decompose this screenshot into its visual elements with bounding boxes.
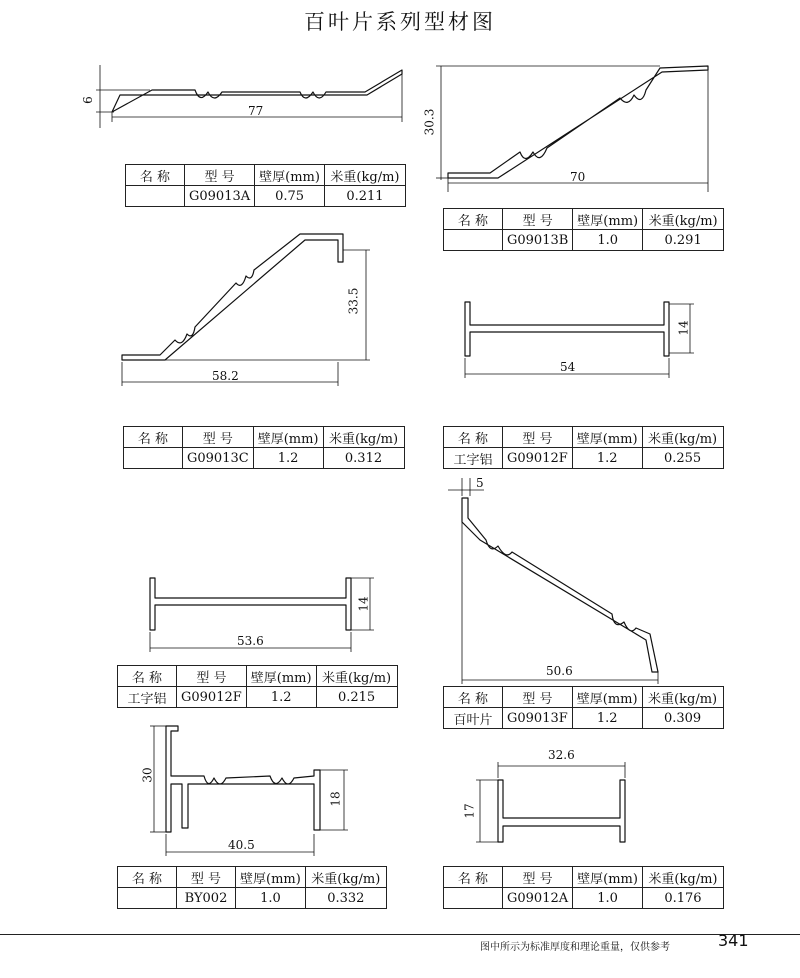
table-row xyxy=(118,888,387,909)
cell-model: G09012F xyxy=(177,687,247,708)
cell-name xyxy=(124,448,183,469)
cell-weight: 0.211 xyxy=(324,186,405,207)
table-row xyxy=(444,448,724,469)
cell-thickness: 1.2 xyxy=(572,448,642,469)
table-row xyxy=(126,186,406,207)
cell-model: G09013F xyxy=(503,708,573,729)
cell-weight: 0.215 xyxy=(316,687,397,708)
cell-weight: 0.291 xyxy=(643,230,724,251)
header-weight: 米重(kg/m) xyxy=(323,427,404,448)
cell-name: 工字铝 xyxy=(118,687,177,708)
dim-label: 50.6 xyxy=(546,664,573,678)
dim-label: 18 xyxy=(328,791,343,807)
table-row xyxy=(444,708,724,729)
page-number: 341 xyxy=(718,931,749,950)
spec-table-g09012a xyxy=(443,866,724,909)
header-model: 型 号 xyxy=(503,867,573,888)
header-thickness: 壁厚(mm) xyxy=(236,867,306,888)
profile-g-drawing xyxy=(150,726,348,856)
header-model: 型 号 xyxy=(177,867,236,888)
profile-f-drawing xyxy=(448,478,658,684)
footer-note: 图中所示为标准厚度和理论重量，仅供参考 xyxy=(480,942,670,953)
cell-name xyxy=(444,888,503,909)
cell-name xyxy=(118,888,177,909)
dim-label: 6 xyxy=(80,96,95,104)
header-name: 名 称 xyxy=(118,666,177,687)
footer-divider xyxy=(0,934,800,935)
cell-model: G09012F xyxy=(503,448,573,469)
dim-label: 32.6 xyxy=(548,748,575,762)
dim-label: 58.2 xyxy=(212,369,239,383)
header-model: 型 号 xyxy=(503,687,573,708)
dim-label: 53.6 xyxy=(237,634,264,648)
header-model: 型 号 xyxy=(177,666,247,687)
table-row xyxy=(124,448,405,469)
dim-label: 54 xyxy=(560,360,576,374)
spec-table-g09012f-2 xyxy=(117,665,398,708)
header-name: 名 称 xyxy=(444,687,503,708)
cell-name: 工字铝 xyxy=(444,448,503,469)
header-weight: 米重(kg/m) xyxy=(642,687,723,708)
cell-weight: 0.309 xyxy=(642,708,723,729)
cell-thickness: 1.0 xyxy=(573,888,643,909)
profile-h-drawing xyxy=(476,762,625,842)
cell-thickness: 0.75 xyxy=(255,186,325,207)
cell-thickness: 1.0 xyxy=(573,230,643,251)
table-row xyxy=(118,687,398,708)
header-thickness: 壁厚(mm) xyxy=(246,666,316,687)
table-header-row xyxy=(126,165,406,186)
table-header-row xyxy=(444,209,724,230)
cell-weight: 0.312 xyxy=(323,448,404,469)
header-thickness: 壁厚(mm) xyxy=(573,209,643,230)
table-header-row xyxy=(444,687,724,708)
header-model: 型 号 xyxy=(503,427,573,448)
header-name: 名 称 xyxy=(444,209,503,230)
spec-table-by002 xyxy=(117,866,387,909)
dim-label: 14 xyxy=(356,596,371,612)
cell-thickness: 1.2 xyxy=(246,687,316,708)
header-thickness: 壁厚(mm) xyxy=(253,427,323,448)
table-row xyxy=(444,888,724,909)
table-header-row xyxy=(444,867,724,888)
header-name: 名 称 xyxy=(444,867,503,888)
header-thickness: 壁厚(mm) xyxy=(255,165,325,186)
table-header-row xyxy=(118,666,398,687)
header-weight: 米重(kg/m) xyxy=(305,867,386,888)
profile-d-drawing xyxy=(465,302,694,378)
dim-label: 5 xyxy=(476,476,484,490)
cell-name: 百叶片 xyxy=(444,708,503,729)
header-model: 型 号 xyxy=(183,427,254,448)
header-weight: 米重(kg/m) xyxy=(642,427,723,448)
dim-label: 70 xyxy=(570,170,586,184)
dim-label: 33.5 xyxy=(346,287,361,315)
cell-model: G09013A xyxy=(185,186,255,207)
header-weight: 米重(kg/m) xyxy=(316,666,397,687)
cell-name xyxy=(126,186,185,207)
dim-label: 40.5 xyxy=(228,838,255,852)
profile-c-drawing xyxy=(122,234,370,386)
spec-table-g09013f xyxy=(443,686,724,729)
header-weight: 米重(kg/m) xyxy=(642,867,723,888)
dim-label: 30.3 xyxy=(422,108,437,136)
header-thickness: 壁厚(mm) xyxy=(572,427,642,448)
header-thickness: 壁厚(mm) xyxy=(572,687,642,708)
header-weight: 米重(kg/m) xyxy=(324,165,405,186)
header-name: 名 称 xyxy=(126,165,185,186)
table-header-row xyxy=(444,427,724,448)
cell-weight: 0.332 xyxy=(305,888,386,909)
cell-name xyxy=(444,230,503,251)
dim-label: 17 xyxy=(462,803,477,819)
dim-label: 14 xyxy=(676,320,691,336)
cell-weight: 0.176 xyxy=(642,888,723,909)
table-header-row xyxy=(118,867,387,888)
profile-a-drawing xyxy=(96,65,402,128)
header-name: 名 称 xyxy=(118,867,177,888)
header-name: 名 称 xyxy=(444,427,503,448)
header-name: 名 称 xyxy=(124,427,183,448)
page-title: 百叶片系列型材图 xyxy=(304,10,496,34)
cell-model: BY002 xyxy=(177,888,236,909)
dim-label: 30 xyxy=(140,767,155,783)
spec-table-g09012f-1 xyxy=(443,426,724,469)
header-weight: 米重(kg/m) xyxy=(643,209,724,230)
header-model: 型 号 xyxy=(185,165,255,186)
cell-thickness: 1.2 xyxy=(253,448,323,469)
spec-table-g09013c xyxy=(123,426,405,469)
table-header-row xyxy=(124,427,405,448)
header-model: 型 号 xyxy=(503,209,573,230)
cell-weight: 0.255 xyxy=(642,448,723,469)
spec-table-g09013b xyxy=(443,208,724,251)
dim-label: 77 xyxy=(248,104,264,118)
cell-thickness: 1.0 xyxy=(236,888,306,909)
table-row xyxy=(444,230,724,251)
header-thickness: 壁厚(mm) xyxy=(573,867,643,888)
cell-model: G09013C xyxy=(183,448,254,469)
cell-thickness: 1.2 xyxy=(572,708,642,729)
spec-table-g09013a xyxy=(125,164,406,207)
cell-model: G09012A xyxy=(503,888,573,909)
cell-model: G09013B xyxy=(503,230,573,251)
